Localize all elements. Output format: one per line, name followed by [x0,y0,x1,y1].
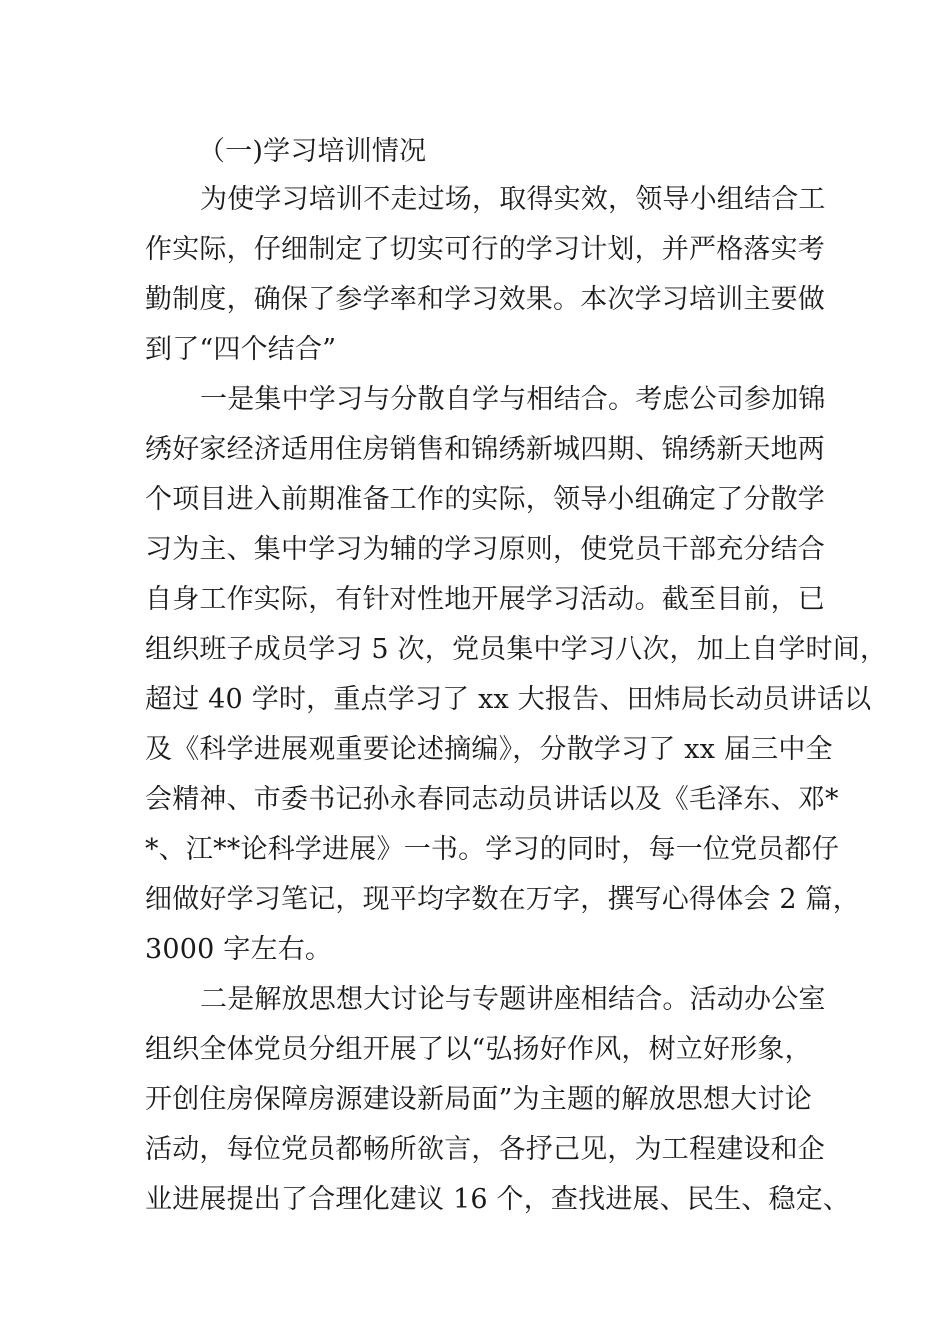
paragraph-line: 个项目进入前期准备工作的实际，领导小组确定了分散学 [145,484,825,515]
paragraph-line: 3000 字左右。 [145,934,333,965]
paragraph-line: 业进展提出了合理化建议 16 个，查找进展、民生、稳定、 [145,1184,851,1215]
paragraph-line: 为使学习培训不走过场，取得实效，领导小组结合工 [200,184,826,215]
paragraph-line: 开创住房保障房源建设新局面”为主题的解放思想大讨论 [145,1084,812,1115]
paragraph-line: 习为主、集中学习为辅的学习原则，使党员干部充分结合 [145,534,825,565]
paragraph-line: 活动，每位党员都畅所欲言，各抒己见，为工程建设和企 [145,1134,825,1165]
paragraph-line: 及《科学进展观重要论述摘编》，分散学习了 xx 届三中全 [145,734,833,765]
paragraph-line: 组织班子成员学习 5 次，党员集中学习八次，加上自学时间， [145,634,888,665]
paragraph-line: 二是解放思想大讨论与专题讲座相结合。活动办公室 [200,984,826,1015]
paragraph-line: 自身工作实际，有针对性地开展学习活动。截至目前，已 [145,584,825,615]
paragraph-line: *、江**论科学进展》一书。学习的同时，每一位党员都仔 [145,834,839,865]
paragraph-line: 一是集中学习与分散自学与相结合。考虑公司参加锦 [200,384,826,415]
paragraph-line: 到了“四个结合” [145,334,337,365]
paragraph-line: 会精神、市委书记孙永春同志动员讲话以及《毛泽东、邓* [145,784,839,815]
paragraph-line: 超过 40 学时，重点学习了 xx 大报告、田炜局长动员讲话以 [145,684,872,715]
paragraph-line: 细做好学习笔记，现平均字数在万字，撰写心得体会 2 篇， [145,884,860,915]
paragraph-line: 绣好家经济适用住房销售和锦绣新城四期、锦绣新天地两 [145,434,825,465]
section-heading: （一)学习培训情况 [198,136,427,167]
paragraph-line: 组织全体党员分组开展了以“弘扬好作风，树立好形象， [145,1034,812,1065]
paragraph-line: 作实际，仔细制定了切实可行的学习计划，并严格落实考 [145,234,825,265]
paragraph-line: 勤制度，确保了参学率和学习效果。本次学习培训主要做 [145,284,825,315]
